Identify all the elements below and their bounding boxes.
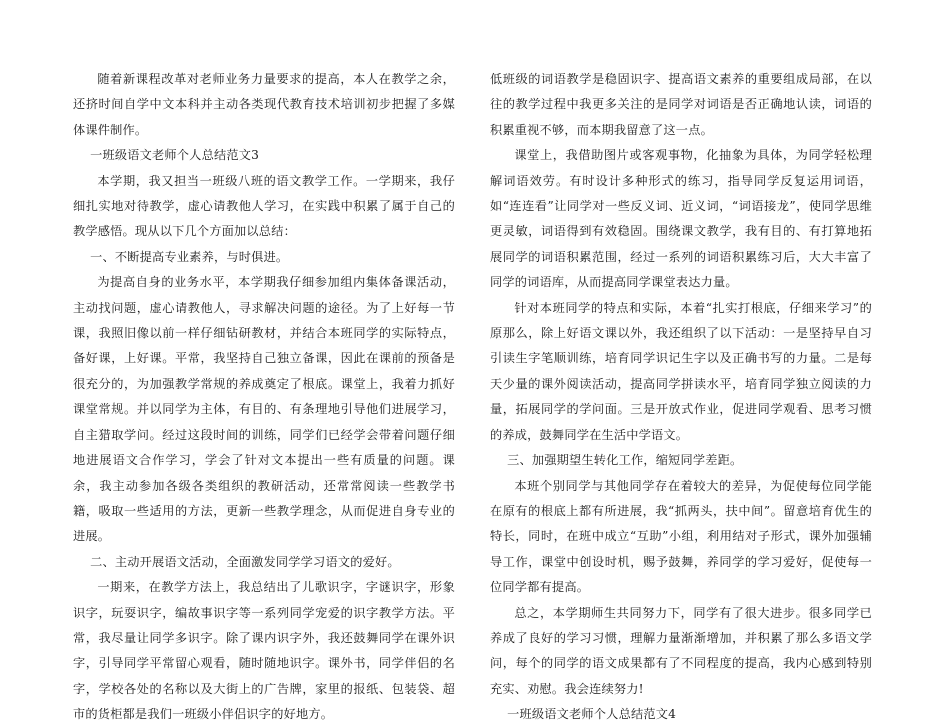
body-paragraph: 一期来，在教学方法上，我总结出了儿歌识字，字谜识字，形象识字，玩耍识字，编故事识字等一系列同学宠爱的识字教学方法。平常，我尽量让同学多识字。除了课内识字外，我还鼓舞同学在课外识字，引导同学平常留心观看，随时随地识字。课外书，同学伴侣的名字，学校各处的名称以及大街上的广告牌，家里的报纸、包装袋、超市的货柜都是我们一班级小伴侣识字的好地方。 [73,580,455,722]
body-paragraph: 本学期，我又担当一班级八班的语文教学工作。一学期来，我仔细扎实地对待教学，虚心请教他人学习，在实践中积累了属于自己的教学感悟。现从以下几个方面加以总结： [73,173,455,239]
body-paragraph: 总之，本学期师生共同努力下，同学有了很大进步。很多同学已养成了良好的学习习惯，理解力量渐渐增加，并积累了那么多语文学问，每个的同学的语文成果都有了不同程度的提高，我内心感到特别充实、劝慰。我会连续努力! [490,605,872,696]
left-text-column [73,67,455,728]
right-text-column [490,67,872,728]
section-heading: 一班级语文老师个人总结范文3 [90,148,260,163]
continued-paragraph: 低班级的词语教学是稳固识字、提高语文素养的重要组成局部，在以往的教学过程中我更多关注的是同学对词语是否正确地认读，词语的积累重视不够，而本期我留意了这一点。 [490,72,872,137]
body-paragraph: 课堂上，我借助图片或客观事物，化抽象为具体，为同学轻松理解词语效劳。有时设计多种形式的练习，指导同学反复运用词语，如“连连看”让同学对一些反义词、近义词，“词语接龙”，使同学思维更灵敏，词语得到有效稳固。围绕课文教学，我有目的、有打算地拓展同学的词语积累范围，经过一系列的词语积累练习后，大大丰富了同学的词语库，从而提高同学课堂表达力量。 [490,148,872,290]
section-heading: 一班级语文老师个人总结范文4 [507,707,677,722]
section-heading: 一、不断提高专业素养，与时俱进。 [90,249,289,264]
section-heading: 二、主动开展语文活动，全面激发同学学习语文的爱好。 [90,554,400,569]
body-paragraph: 本班个别同学与其他同学存在着较大的差异，为促使每位同学能在原有的根底上都有所进展，我“抓两头，扶中间”。留意培育优生的特长，同时，在班中成立“互助”小组，利用结对子形式，课外加强辅导工作，课堂中创设时机，赐予鼓舞，养同学的学习爱好，促使每一位同学都有提高。 [490,478,872,595]
body-paragraph: 为提高自身的业务水平，本学期我仔细参加组内集体备课活动，主动找问题，虚心请教他人，寻求解决问题的途径。为了上好每一节课，我照旧像以前一样仔细钻研教材，并结合本班同学的实际特点，备好课，上好课。平常，我坚持自己独立备课，因此在课前的预备是很充分的，为加强教学常规的养成奠定了根底。课堂上，我着力抓好课堂常规。并以同学为主体，有目的、有条理地引导他们进展学习，自主猎取学问。经过这段时间的训练，同学们已经学会带着问题仔细地进展语文合作学习，学会了针对文本提出一些有质量的问题。课余，我主动参加各级各类组织的教研活动，还常常阅读一些教学书籍，吸取一些适用的方法，更新一些教学理念，从而促进自身专业的进展。 [73,275,455,544]
body-paragraph: 针对本班同学的特点和实际，本着“扎实打根底，仔细来学习”的原那么，除上好语文课以外，我还组织了以下活动：一是坚持早自习引读生字笔顺训练，培育同学识记生字以及正确书写的力量。二是每天少量的课外阅读活动，提高同学拼读水平，培育同学独立阅读的力量，拓展同学的学问面。三是开放式作业，促进同学观看、思考习惯的养成，鼓舞同学在生活中学语文。 [490,300,872,442]
body-paragraph: 随着新课程改革对老师业务力量要求的提高，本人在教学之余，还挤时间自学中文本科并主动各类现代教育技术培训初步把握了多媒体课件制作。 [73,72,455,137]
section-heading: 三、加强期望生转化工作，缩短同学差距。 [507,453,743,468]
